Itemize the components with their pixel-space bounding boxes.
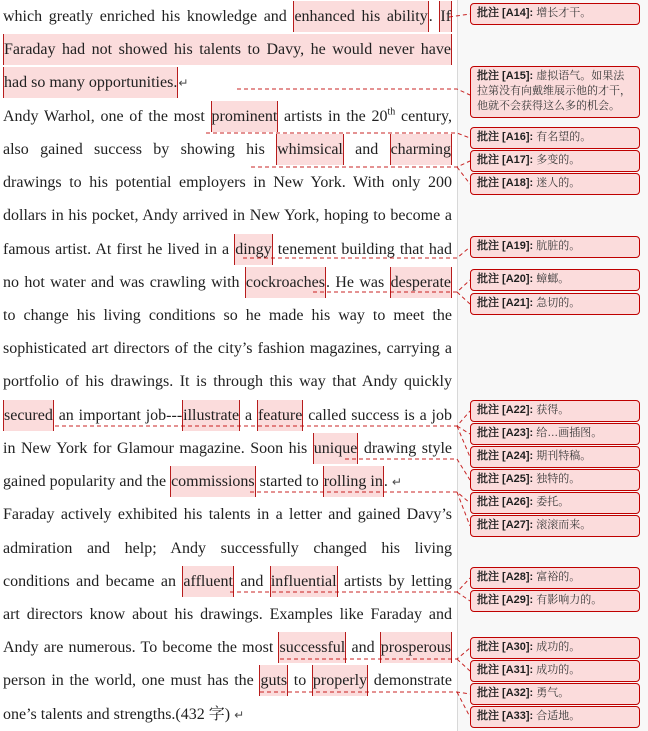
document-text-run: Faraday actively exhibited his talents in a letter and gained Davy’s bbox=[3, 506, 452, 524]
comment-balloon-A25[interactable] bbox=[470, 469, 640, 491]
comment-balloon-A28[interactable] bbox=[470, 567, 640, 589]
comment-text: 蟑螂。 bbox=[533, 273, 570, 285]
document-text-run: person in the world, one must has the bbox=[3, 672, 260, 690]
document-text-run: drawings to his potential employers in New York. With only 200 bbox=[3, 174, 452, 192]
comment-label: 批注 [A18]: bbox=[477, 177, 534, 189]
document-line[interactable] bbox=[3, 532, 452, 565]
comment-anchor-highlight[interactable]: illustrate bbox=[182, 400, 240, 431]
comment-label: 批注 [A24]: bbox=[477, 450, 534, 462]
document-text-run: also gained success by showing his bbox=[3, 140, 277, 158]
comment-balloon-A16[interactable] bbox=[470, 127, 640, 149]
comment-label: 批注 [A19]: bbox=[477, 240, 534, 252]
document-text-run: which greatly enriched his knowledge and bbox=[3, 8, 294, 25]
comment-balloon-A15[interactable] bbox=[470, 66, 640, 118]
comment-anchor-highlight[interactable]: properly bbox=[312, 665, 368, 696]
document-line[interactable] bbox=[3, 199, 452, 232]
document-text-run: to change his living conditions so he made his way to meet the bbox=[3, 306, 452, 324]
comment-anchor-highlight[interactable]: enhanced his ability bbox=[293, 1, 428, 32]
document-text-run: and bbox=[346, 639, 380, 657]
document-line[interactable] bbox=[3, 698, 452, 731]
comment-text: 迷人的。 bbox=[533, 177, 581, 189]
document-line[interactable] bbox=[3, 0, 452, 33]
comment-label: 批注 [A23]: bbox=[477, 427, 534, 439]
comment-label: 批注 [A16]: bbox=[477, 131, 534, 143]
comment-label: 批注 [A31]: bbox=[477, 664, 534, 676]
document-line[interactable] bbox=[3, 299, 452, 332]
paragraph-mark: ↵ bbox=[178, 76, 189, 91]
comment-label: 批注 [A30]: bbox=[477, 641, 534, 653]
comment-anchor-highlight[interactable]: prosperous bbox=[380, 632, 452, 663]
comments-pane bbox=[457, 0, 648, 731]
comment-balloon-A18[interactable] bbox=[470, 173, 640, 195]
comment-text: 虚拟语气。如果法拉第没有向戴维展示他的才干，他就不会获得这么多的机会。 bbox=[477, 70, 631, 112]
comment-balloon-A17[interactable] bbox=[470, 150, 640, 172]
document-text-run: drawing style bbox=[358, 439, 452, 457]
document-text-run: called success is a job bbox=[303, 406, 453, 424]
comment-text: 滚滚而来。 bbox=[533, 519, 592, 531]
document-line[interactable] bbox=[3, 66, 452, 99]
comment-text: 急切的。 bbox=[533, 297, 581, 309]
document-text-run: . He was bbox=[325, 273, 390, 291]
comment-anchor-highlight[interactable]: charming bbox=[390, 134, 452, 165]
document-text-run: a bbox=[240, 406, 257, 424]
paragraph-mark: ↵ bbox=[391, 475, 402, 490]
document-text-run: sophisticated art directors of the city’s fashion magazines, carrying a bbox=[3, 340, 452, 358]
document-text-run: and bbox=[233, 572, 270, 590]
comment-anchor-highlight[interactable]: successful bbox=[278, 632, 346, 663]
comment-balloon-A19[interactable] bbox=[470, 236, 640, 258]
document-text-run: artists in the 20 bbox=[278, 107, 388, 125]
document-text-run: no hot water and was crawling with bbox=[3, 273, 245, 291]
document-text-run: started to bbox=[255, 473, 323, 491]
document-text-run: Andy Warhol, one of the most bbox=[3, 107, 211, 125]
document-text-run: th bbox=[387, 106, 396, 118]
comment-label: 批注 [A26]: bbox=[477, 496, 534, 508]
document-text-run: an important job--- bbox=[53, 406, 183, 424]
document-text-run: Andy are numerous. To become the most bbox=[3, 639, 279, 657]
document-line[interactable] bbox=[3, 332, 452, 365]
comment-anchor-highlight[interactable]: guts bbox=[259, 665, 288, 696]
comment-text: 成功的。 bbox=[533, 664, 581, 676]
paragraph-mark: ↵ bbox=[234, 707, 245, 722]
document-line[interactable] bbox=[3, 365, 452, 398]
document-line[interactable] bbox=[3, 432, 452, 465]
comment-anchor-highlight[interactable]: whimsical bbox=[276, 134, 344, 165]
document-line[interactable] bbox=[3, 631, 452, 664]
comment-label: 批注 [A20]: bbox=[477, 273, 534, 285]
comment-anchor-highlight[interactable]: If bbox=[439, 1, 452, 32]
comment-balloon-A24[interactable] bbox=[470, 446, 640, 468]
comment-anchor-highlight[interactable]: desperate bbox=[390, 267, 452, 298]
document-line[interactable] bbox=[3, 266, 452, 299]
document-line[interactable] bbox=[3, 465, 452, 498]
document-text-run: . bbox=[428, 8, 440, 25]
comment-anchor-highlight[interactable]: rolling in bbox=[323, 466, 384, 497]
comment-anchor-highlight[interactable]: secured bbox=[3, 400, 54, 431]
comment-label: 批注 [A32]: bbox=[477, 687, 534, 699]
comment-text: 独特的。 bbox=[533, 473, 581, 485]
comment-anchor-highlight[interactable]: unique bbox=[313, 433, 359, 464]
document-text-run: one’s talents and strengths.(432 字) bbox=[3, 705, 235, 723]
comment-balloon-A20[interactable] bbox=[470, 269, 640, 291]
comment-label: 批注 [A21]: bbox=[477, 297, 534, 309]
document-text-run: portfolio of his drawings. It is through this way that Andy quickly bbox=[3, 373, 452, 391]
comment-label: 批注 [A33]: bbox=[477, 710, 534, 722]
comment-text: 有影响力的。 bbox=[533, 594, 603, 606]
comment-anchor-highlight[interactable]: commissions bbox=[170, 466, 256, 497]
document-text-run: artists by letting bbox=[337, 572, 452, 590]
comment-text: 获得。 bbox=[533, 404, 570, 416]
comment-label: 批注 [A14]: bbox=[477, 7, 534, 19]
comment-balloon-A30[interactable] bbox=[470, 637, 640, 659]
comment-balloon-A33[interactable] bbox=[470, 706, 640, 728]
document-text-run: . bbox=[383, 473, 392, 491]
document-text-run: and bbox=[343, 140, 390, 158]
comment-anchor-highlight[interactable]: affluent bbox=[182, 566, 233, 597]
comment-label: 批注 [A28]: bbox=[477, 571, 534, 583]
document-line[interactable] bbox=[3, 598, 452, 631]
comment-balloon-A27[interactable] bbox=[470, 515, 640, 537]
document-text-run: century, bbox=[395, 107, 452, 125]
comment-text: 给…画插图。 bbox=[533, 427, 603, 439]
comment-balloon-A23[interactable] bbox=[470, 423, 640, 445]
comment-anchor-highlight[interactable]: feature bbox=[257, 400, 303, 431]
document-text-run: conditions and became an bbox=[3, 572, 183, 590]
comment-balloon-A29[interactable] bbox=[470, 590, 640, 612]
comment-text: 富裕的。 bbox=[533, 571, 581, 583]
comment-label: 批注 [A27]: bbox=[477, 519, 534, 531]
comment-label: 批注 [A29]: bbox=[477, 594, 534, 606]
comment-text: 肮脏的。 bbox=[533, 240, 581, 252]
comment-anchor-highlight[interactable]: influential bbox=[270, 566, 338, 597]
document-text-run: admiration and help; Andy successfully changed his living bbox=[3, 539, 452, 557]
document-text-run: dollars in his pocket, Andy arrived in New York, hoping to become a bbox=[3, 207, 452, 225]
comment-balloon-A32[interactable] bbox=[470, 683, 640, 705]
document-text-run: famous artist. At first he lived in a bbox=[3, 240, 235, 258]
document-text-run: tenement building that had bbox=[272, 240, 452, 258]
document-line[interactable] bbox=[3, 233, 452, 266]
comment-anchor-highlight[interactable]: Faraday had not showed his talents to Davy, he would never have bbox=[3, 34, 452, 65]
comment-anchor-highlight[interactable]: dingy bbox=[234, 234, 272, 265]
comment-balloon-A26[interactable] bbox=[470, 492, 640, 514]
comment-text: 期刊特稿。 bbox=[533, 450, 592, 462]
document-text-run: to bbox=[288, 672, 312, 690]
document-line[interactable] bbox=[3, 664, 452, 697]
comment-balloon-A21[interactable] bbox=[470, 293, 640, 315]
comment-label: 批注 [A22]: bbox=[477, 404, 534, 416]
comment-label: 批注 [A17]: bbox=[477, 154, 534, 166]
comment-anchor-highlight[interactable]: cockroaches bbox=[245, 267, 326, 298]
comment-text: 委托。 bbox=[533, 496, 570, 508]
document-line[interactable] bbox=[3, 133, 452, 166]
comment-anchor-highlight[interactable]: had so many opportunities. bbox=[3, 67, 178, 98]
document-line[interactable] bbox=[3, 565, 452, 598]
comment-text: 勇气。 bbox=[533, 687, 570, 699]
document-text-run: art directors know about his drawings. Examples like Faraday and bbox=[3, 605, 452, 623]
comment-text: 成功的。 bbox=[533, 641, 581, 653]
document-text-run: gained popularity and the bbox=[3, 473, 171, 491]
document-line[interactable] bbox=[3, 498, 452, 531]
comment-label: 批注 [A15]: bbox=[477, 70, 534, 82]
comment-label: 批注 [A25]: bbox=[477, 473, 534, 485]
document-line[interactable] bbox=[3, 33, 452, 66]
document-line[interactable] bbox=[3, 399, 452, 432]
comment-text: 多变的。 bbox=[533, 154, 581, 166]
document-text-run: in New York for Glamour magazine. Soon his bbox=[3, 439, 313, 457]
document-text-run: demonstrate bbox=[368, 672, 452, 690]
comment-balloon-A31[interactable] bbox=[470, 660, 640, 682]
comment-text: 增长才干。 bbox=[533, 7, 592, 19]
comment-balloon-A14[interactable] bbox=[470, 3, 640, 25]
comment-balloon-A22[interactable] bbox=[470, 400, 640, 422]
comment-text: 合适地。 bbox=[533, 710, 581, 722]
comment-text: 有名望的。 bbox=[533, 131, 592, 143]
document-line[interactable] bbox=[3, 100, 452, 133]
document-line[interactable] bbox=[3, 166, 452, 199]
comment-anchor-highlight[interactable]: prominent bbox=[211, 101, 279, 132]
